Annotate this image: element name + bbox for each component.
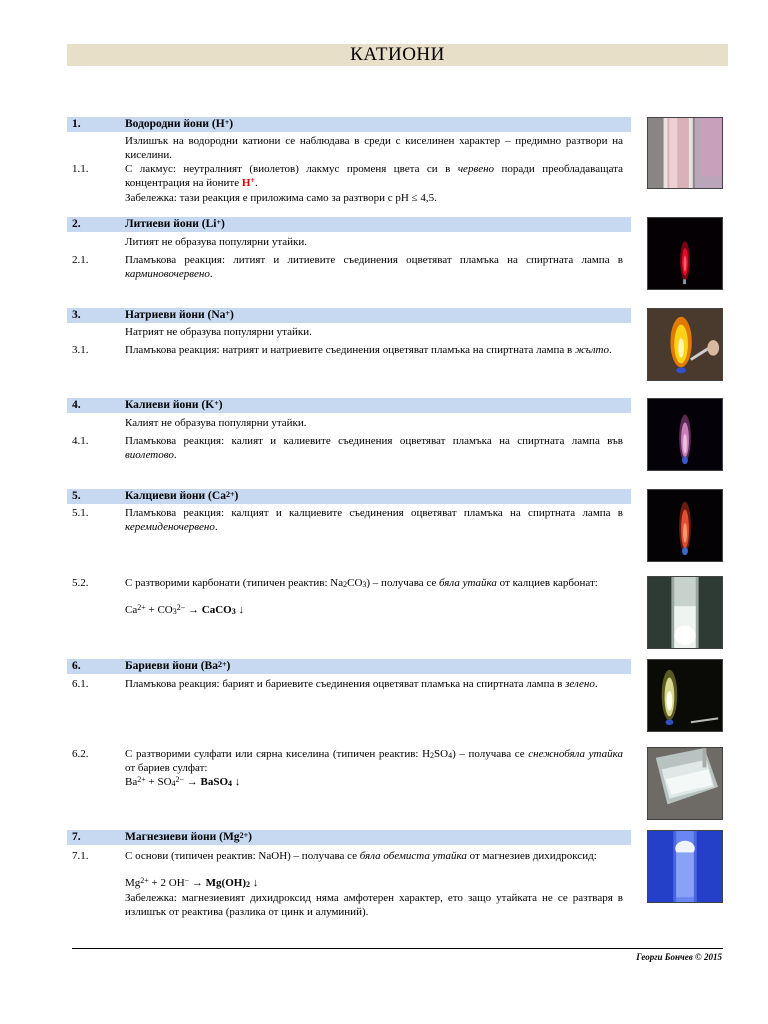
section-header-sodium: [67, 308, 631, 323]
section-header-lithium: [67, 217, 631, 232]
note-text: Забележка: тази реакция е приложима само за разтвори с pH ≤ 4,5.: [125, 192, 437, 204]
section-header-barium: [67, 659, 631, 674]
subsection-number: 6.2.: [72, 748, 89, 760]
reaction-equation: $Ba^{2+} + SO4^{2-}$ → BaSO4 ↓: [125, 775, 241, 788]
section-header-magnesium: [67, 830, 631, 845]
subsection-number: 6.1.: [72, 678, 89, 690]
subsection-text: Пламъкова реакция: литият и литиевите съединения оцветяват пламъка на спиртната лампа в карминовочервено.: [125, 254, 623, 280]
reaction-equation: $Ca^{2+} + CO3^{2-}$ → CaCO3 ↓: [125, 603, 244, 616]
subsection-number: 5.2.: [72, 577, 89, 589]
subsection-number: 4.1.: [72, 435, 89, 447]
subsection-text: Пламъкова реакция: натрият и натриевите съединения оцветяват пламъка на спиртната лампа в жълто.: [125, 344, 612, 356]
section-number: 2.: [72, 218, 81, 230]
sodium-flame-photo: [647, 308, 723, 381]
subsection-text: С разтворими карбонати (типичен реактив: Na2CO3) – получава се бяла утайка от калциев карбонат:: [125, 577, 598, 589]
section-title: Калиеви йони (K+): [125, 399, 223, 411]
magnesium-hydroxide-precipitate-photo: [647, 830, 723, 903]
section-number: 3.: [72, 309, 81, 321]
note-text: Забележка: магнезиевият дихидроксид няма амфотерен характер, ето защо утайката не се разтваря в излишък от реактива (разлика от цинк и алуминий).: [125, 892, 623, 918]
section-title: Натриеви йони (Na+): [125, 309, 234, 321]
section-number: 4.: [72, 399, 81, 411]
section-number: 6.: [72, 660, 81, 672]
barium-flame-photo: [647, 659, 723, 732]
section-title: Литиеви йони (Li+): [125, 218, 225, 230]
subsection-number: 1.1.: [72, 163, 89, 175]
section-title: Калциеви йони $(Ca^{2+})$: [125, 490, 239, 502]
section-title: Водородни йони (H+): [125, 118, 234, 130]
footer-credit: Георги Бончев © 2015: [636, 952, 722, 962]
subsection-number: 2.1.: [72, 254, 89, 266]
subsection-text: Пламъкова реакция: барият и бариевите съединения оцветяват пламъка на спиртната лампа в зелено.: [125, 678, 598, 690]
section-title: Магнезиеви йони $(Mg^{2+})$: [125, 831, 252, 843]
section-intro: Литият не образува популярни утайки.: [125, 236, 308, 248]
subsection-number: 3.1.: [72, 344, 89, 356]
calcium-flame-photo: [647, 489, 723, 562]
section-number: 5.: [72, 490, 81, 502]
section-number: 1.: [72, 118, 81, 130]
subsection-text: Пламъкова реакция: калцият и калциевите съединения оцветяват пламъка на спиртната лампа в керемиденочервено.: [125, 507, 623, 533]
lithium-flame-photo: [647, 217, 723, 290]
subsection-text: С разтворими сулфати или сярна киселина (типичен реактив: H2SO4) – получава се снежнобяла утайка от бариев сулфат:: [125, 748, 623, 774]
page-title: КАТИОНИ: [67, 44, 728, 66]
litmus-test-tube-photo: [647, 117, 723, 189]
section-header-hydrogen: [67, 117, 631, 132]
subsection-number: 7.1.: [72, 850, 89, 862]
subsection-text: С основи (типичен реактив: NaOH) – получава се бяла обемиста утайка от магнезиев дихидроксид:: [125, 850, 597, 862]
potassium-flame-photo: [647, 398, 723, 471]
reaction-equation: $Mg^{2+} + 2$ OH− → Mg(OH)2 ↓: [125, 876, 259, 889]
calcium-carbonate-precipitate-photo: [647, 576, 723, 649]
section-intro: Натрият не образува популярни утайки.: [125, 326, 312, 338]
section-intro: Калият не образува популярни утайки.: [125, 417, 307, 429]
section-header-calcium: [67, 489, 631, 504]
subsection-text: Пламъкова реакция: калият и калиевите съединения оцветяват пламъка на спиртната лампа във виолетово.: [125, 435, 623, 461]
subsection-number: 5.1.: [72, 507, 89, 519]
footer-divider: [72, 948, 723, 949]
subsection-text: С лакмус: неутралният (виолетов) лакмус променя цвета си в червено поради преобладаващата концентрация на йоните H+.: [125, 163, 623, 189]
barium-sulfate-precipitate-photo: [647, 747, 723, 820]
section-number: 7.: [72, 831, 81, 843]
section-header-potassium: [67, 398, 631, 413]
section-title: Бариеви йони $(Ba^{2+})$: [125, 660, 231, 672]
section-intro: Излишък на водородни катиони се наблюдава в среди с киселинен характер – предимно разтвори на киселини.: [125, 135, 623, 161]
